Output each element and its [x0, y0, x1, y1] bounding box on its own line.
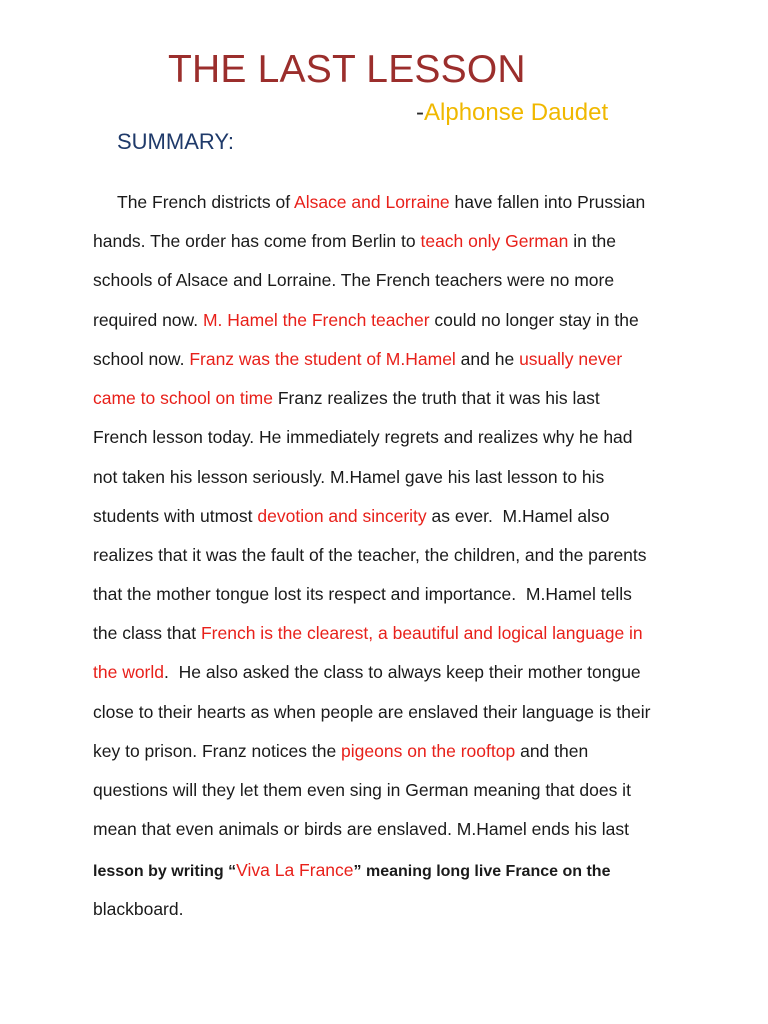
highlighted-text: the world	[93, 662, 165, 682]
body-text: as ever. M.Hamel also	[426, 506, 610, 526]
body-text: lesson by writing “	[93, 863, 237, 880]
body-text: schools of Alsace and Lorraine. The French teachers were no more	[93, 270, 615, 290]
highlighted-text: came to school on time	[93, 388, 273, 408]
body-text: that the mother tongue lost its respect and importance. M.Hamel tells	[93, 584, 632, 604]
summary-line	[117, 192, 645, 213]
body-text: French lesson today. He immediately regrets and realizes why he had	[93, 427, 633, 447]
body-text: not taken his lesson seriously. M.Hamel gave his last lesson to his	[93, 467, 605, 487]
summary-line	[93, 623, 643, 644]
body-text: The French districts of	[117, 192, 295, 212]
summary-line	[93, 780, 631, 801]
highlighted-text: M. Hamel the French teacher	[202, 310, 430, 330]
body-text: and then	[515, 741, 589, 761]
body-text: Franz realizes the truth that it was his last	[272, 388, 600, 408]
summary-line	[93, 741, 588, 762]
body-text: mean that even animals or birds are enslaved. M.Hamel ends his last	[93, 819, 629, 839]
summary-line	[93, 506, 610, 527]
highlighted-text: Alsace and Lorraine	[294, 192, 450, 212]
body-text: required now.	[93, 310, 203, 330]
author-line	[416, 99, 608, 127]
body-text: could no longer stay in the	[429, 310, 639, 330]
summary-line	[93, 819, 629, 840]
author-dash: -	[416, 99, 424, 126]
highlighted-text: usually never	[519, 349, 623, 369]
highlighted-text: teach only German	[420, 231, 569, 251]
body-text: . He also asked the class to always keep their mother tongue	[164, 662, 641, 682]
summary-line	[93, 662, 641, 683]
body-text: blackboard.	[93, 899, 184, 919]
highlighted-text: Viva La France	[236, 860, 354, 880]
body-text: in the	[568, 231, 617, 251]
highlighted-text: Franz was the student of M.Hamel	[189, 349, 456, 369]
highlighted-text: devotion and sincerity	[257, 506, 427, 526]
body-text: close to their hearts as when people are enslaved their language is their	[93, 702, 651, 722]
summary-line	[93, 545, 647, 566]
document-title: THE LAST LESSON	[168, 48, 526, 91]
body-text: ” meaning long live France on the	[353, 863, 611, 880]
body-text: the class that	[93, 623, 201, 643]
summary-line	[93, 702, 650, 723]
body-text: key to prison. Franz notices the	[93, 741, 342, 761]
summary-line	[93, 899, 183, 920]
summary-line	[93, 584, 632, 605]
summary-line	[93, 427, 633, 448]
summary-line	[93, 467, 604, 488]
section-heading: SUMMARY:	[117, 129, 234, 154]
summary-line	[93, 310, 639, 331]
body-text: hands. The order has come from Berlin to	[93, 231, 421, 251]
author-name: Alphonse Daudet	[424, 99, 609, 126]
body-text: school now.	[93, 349, 190, 369]
summary-line	[93, 388, 600, 409]
body-text: students with utmost	[93, 506, 258, 526]
body-text: have fallen into Prussian	[449, 192, 646, 212]
summary-line	[93, 231, 616, 252]
body-text: realizes that it was the fault of the teacher, the children, and the parents	[93, 545, 647, 565]
body-text: and he	[455, 349, 520, 369]
highlighted-text: French is the clearest, a beautiful and logical language in	[200, 623, 643, 643]
highlighted-text: pigeons on the rooftop	[341, 741, 516, 761]
body-text: questions will they let them even sing in German meaning that does it	[93, 780, 631, 800]
summary-line	[93, 349, 622, 370]
summary-line	[93, 860, 610, 881]
summary-line	[93, 270, 614, 291]
